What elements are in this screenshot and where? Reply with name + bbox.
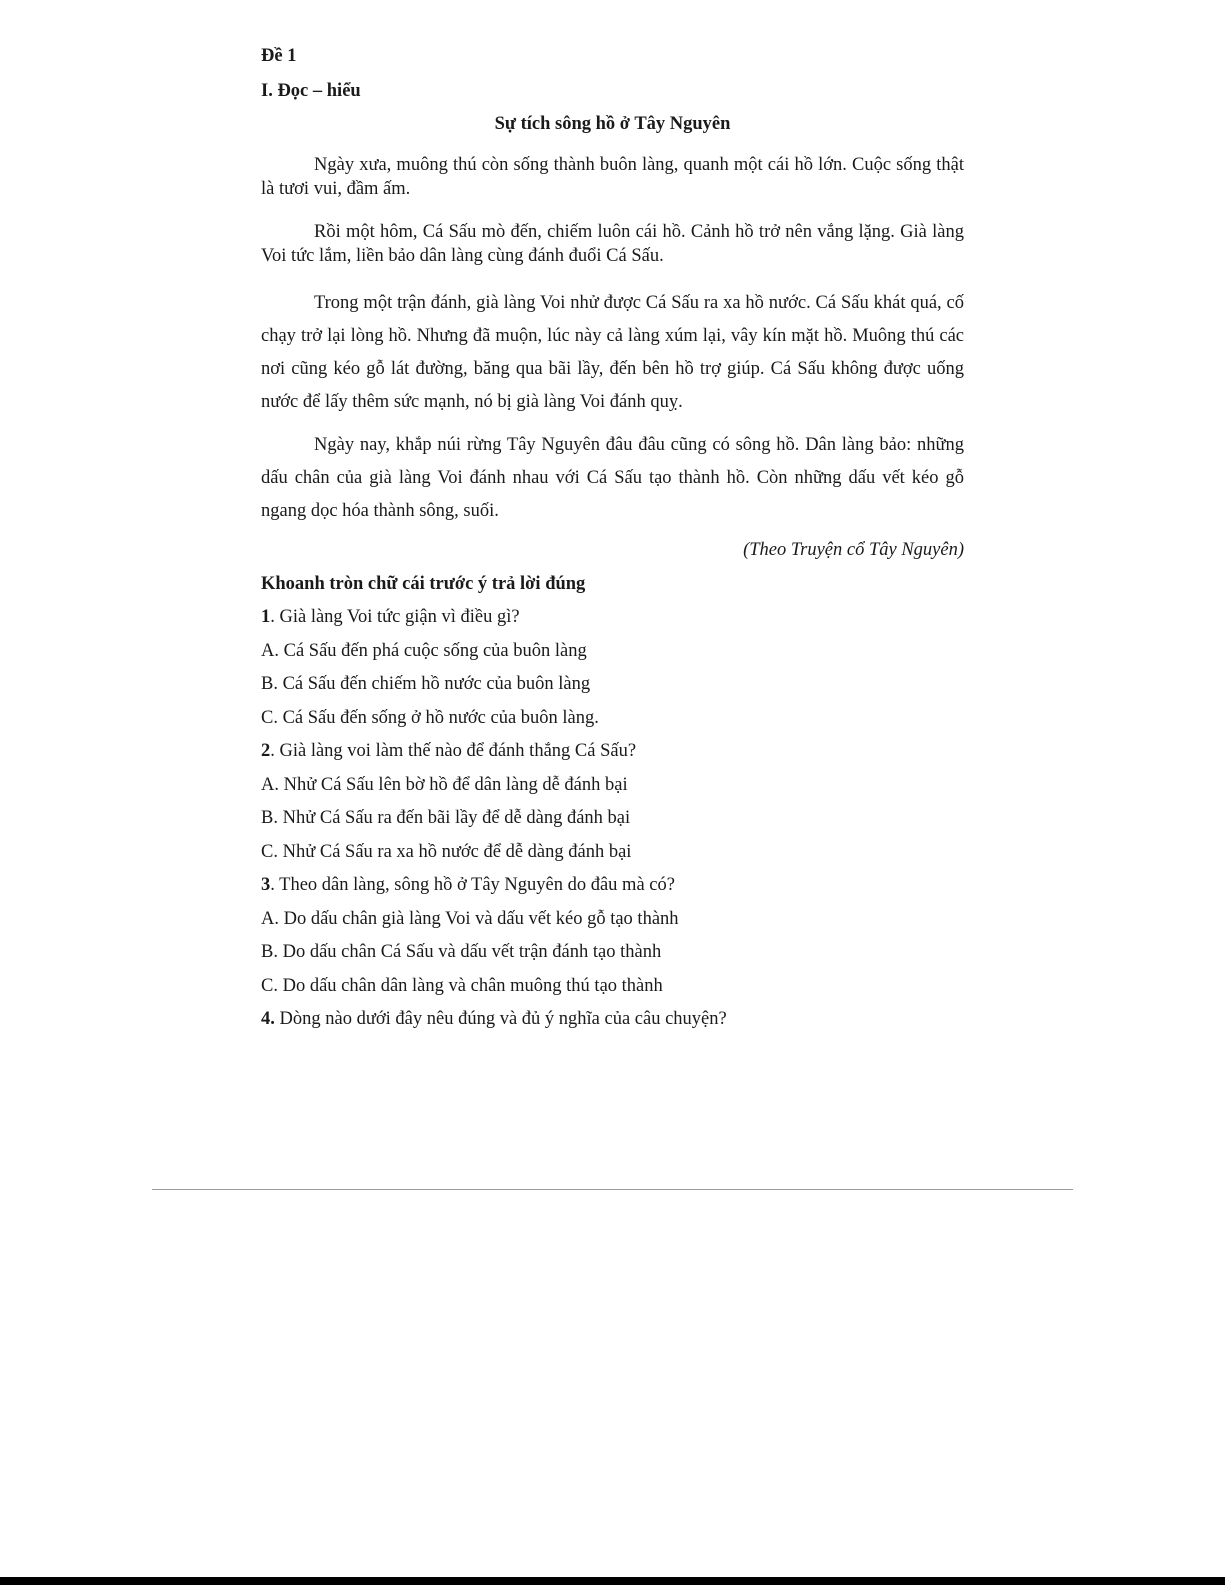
question-3 (261, 873, 964, 1007)
page-divider (152, 1189, 1073, 1190)
story-paragraph: Ngày xưa, muông thú còn sống thành buôn làng, quanh một cái hồ lớn. Cuộc sống thật là tươi vui, đầm ấm. (261, 155, 964, 199)
answer-option[interactable]: A. Nhử Cá Sấu lên bờ hồ để dân làng dễ đánh bại (261, 774, 628, 795)
instruction-heading: Khoanh tròn chữ cái trước ý trả lời đúng (261, 574, 586, 594)
question-prompt (261, 739, 964, 773)
answer-option[interactable]: C. Do dấu chân dân làng và chân muông thú tạo thành (261, 975, 663, 996)
answer-option[interactable]: B. Nhử Cá Sấu ra đến bãi lầy để dễ dàng đánh bại (261, 808, 631, 828)
document-page (261, 44, 964, 1041)
exam-label: Đề 1 (261, 46, 297, 66)
answer-option[interactable]: B. Do dấu chân Cá Sấu và dấu vết trận đánh tạo thành (261, 942, 662, 962)
question-2 (261, 739, 964, 873)
question-text: . Theo dân làng, sông hồ ở Tây Nguyên do đâu mà có? (270, 875, 675, 895)
question-text: . Già làng Voi tức giận vì điều gì? (270, 607, 520, 627)
section-heading: I. Đọc – hiểu (261, 81, 361, 101)
story-title: Sự tích sông hồ ở Tây Nguyên (494, 114, 731, 134)
question-number: 4. (261, 1009, 275, 1029)
answer-option[interactable]: B. Cá Sấu đến chiếm hồ nước của buôn làng (261, 674, 591, 694)
question-4 (261, 1007, 964, 1041)
question-prompt (261, 605, 964, 639)
question-prompt (261, 1007, 964, 1041)
question-text: Dòng nào dưới đây nêu đúng và đủ ý nghĩa của câu chuyện? (274, 1009, 727, 1029)
story-paragraph: Ngày nay, khắp núi rừng Tây Nguyên đâu đâu cũng có sông hồ. Dân làng bảo: những dấu chân của già làng Voi đánh nhau với Cá Sấu tạo thành hồ. Còn những dấu vết kéo gỗ ngang dọc hóa thành sông, suối. (261, 435, 964, 521)
story-paragraph: Trong một trận đánh, già làng Voi nhử được Cá Sấu ra xa hồ nước. Cá Sấu khát quá, cố chạy trở lại lòng hồ. Nhưng đã muộn, lúc này cả làng xúm lại, vây kín mặt hồ. Muông thú các nơi cũng kéo gỗ lát đường, băng qua bãi lầy, đến bên hồ trợ giúp. Cá Sấu không được uống nước để lấy thêm sức mạnh, nó bị già làng Voi đánh quỵ. (261, 293, 964, 412)
bottom-edge-bar (0, 1577, 1225, 1585)
question-number: 2 (261, 741, 271, 761)
answer-option[interactable]: A. Do dấu chân già làng Voi và dấu vết kéo gỗ tạo thành (261, 908, 679, 929)
answer-option[interactable]: C. Cá Sấu đến sống ở hồ nước của buôn làng. (261, 707, 599, 728)
answer-option[interactable]: C. Nhử Cá Sấu ra xa hồ nước để dễ dàng đánh bại (261, 841, 632, 862)
question-text: . Già làng voi làm thế nào để đánh thắng Cá Sấu? (270, 741, 637, 761)
question-1 (261, 605, 964, 739)
answer-option[interactable]: A. Cá Sấu đến phá cuộc sống của buôn làng (261, 640, 587, 661)
question-number: 3 (261, 875, 271, 895)
story-paragraph: Rồi một hôm, Cá Sấu mò đến, chiếm luôn cái hồ. Cảnh hồ trở nên vắng lặng. Già làng Voi tức lắm, liền bảo dân làng cùng đánh đuổi Cá Sấu. (261, 222, 964, 266)
question-number: 1 (261, 607, 271, 627)
source-citation: (Theo Truyện cổ Tây Nguyên) (743, 540, 964, 560)
question-prompt (261, 873, 964, 907)
